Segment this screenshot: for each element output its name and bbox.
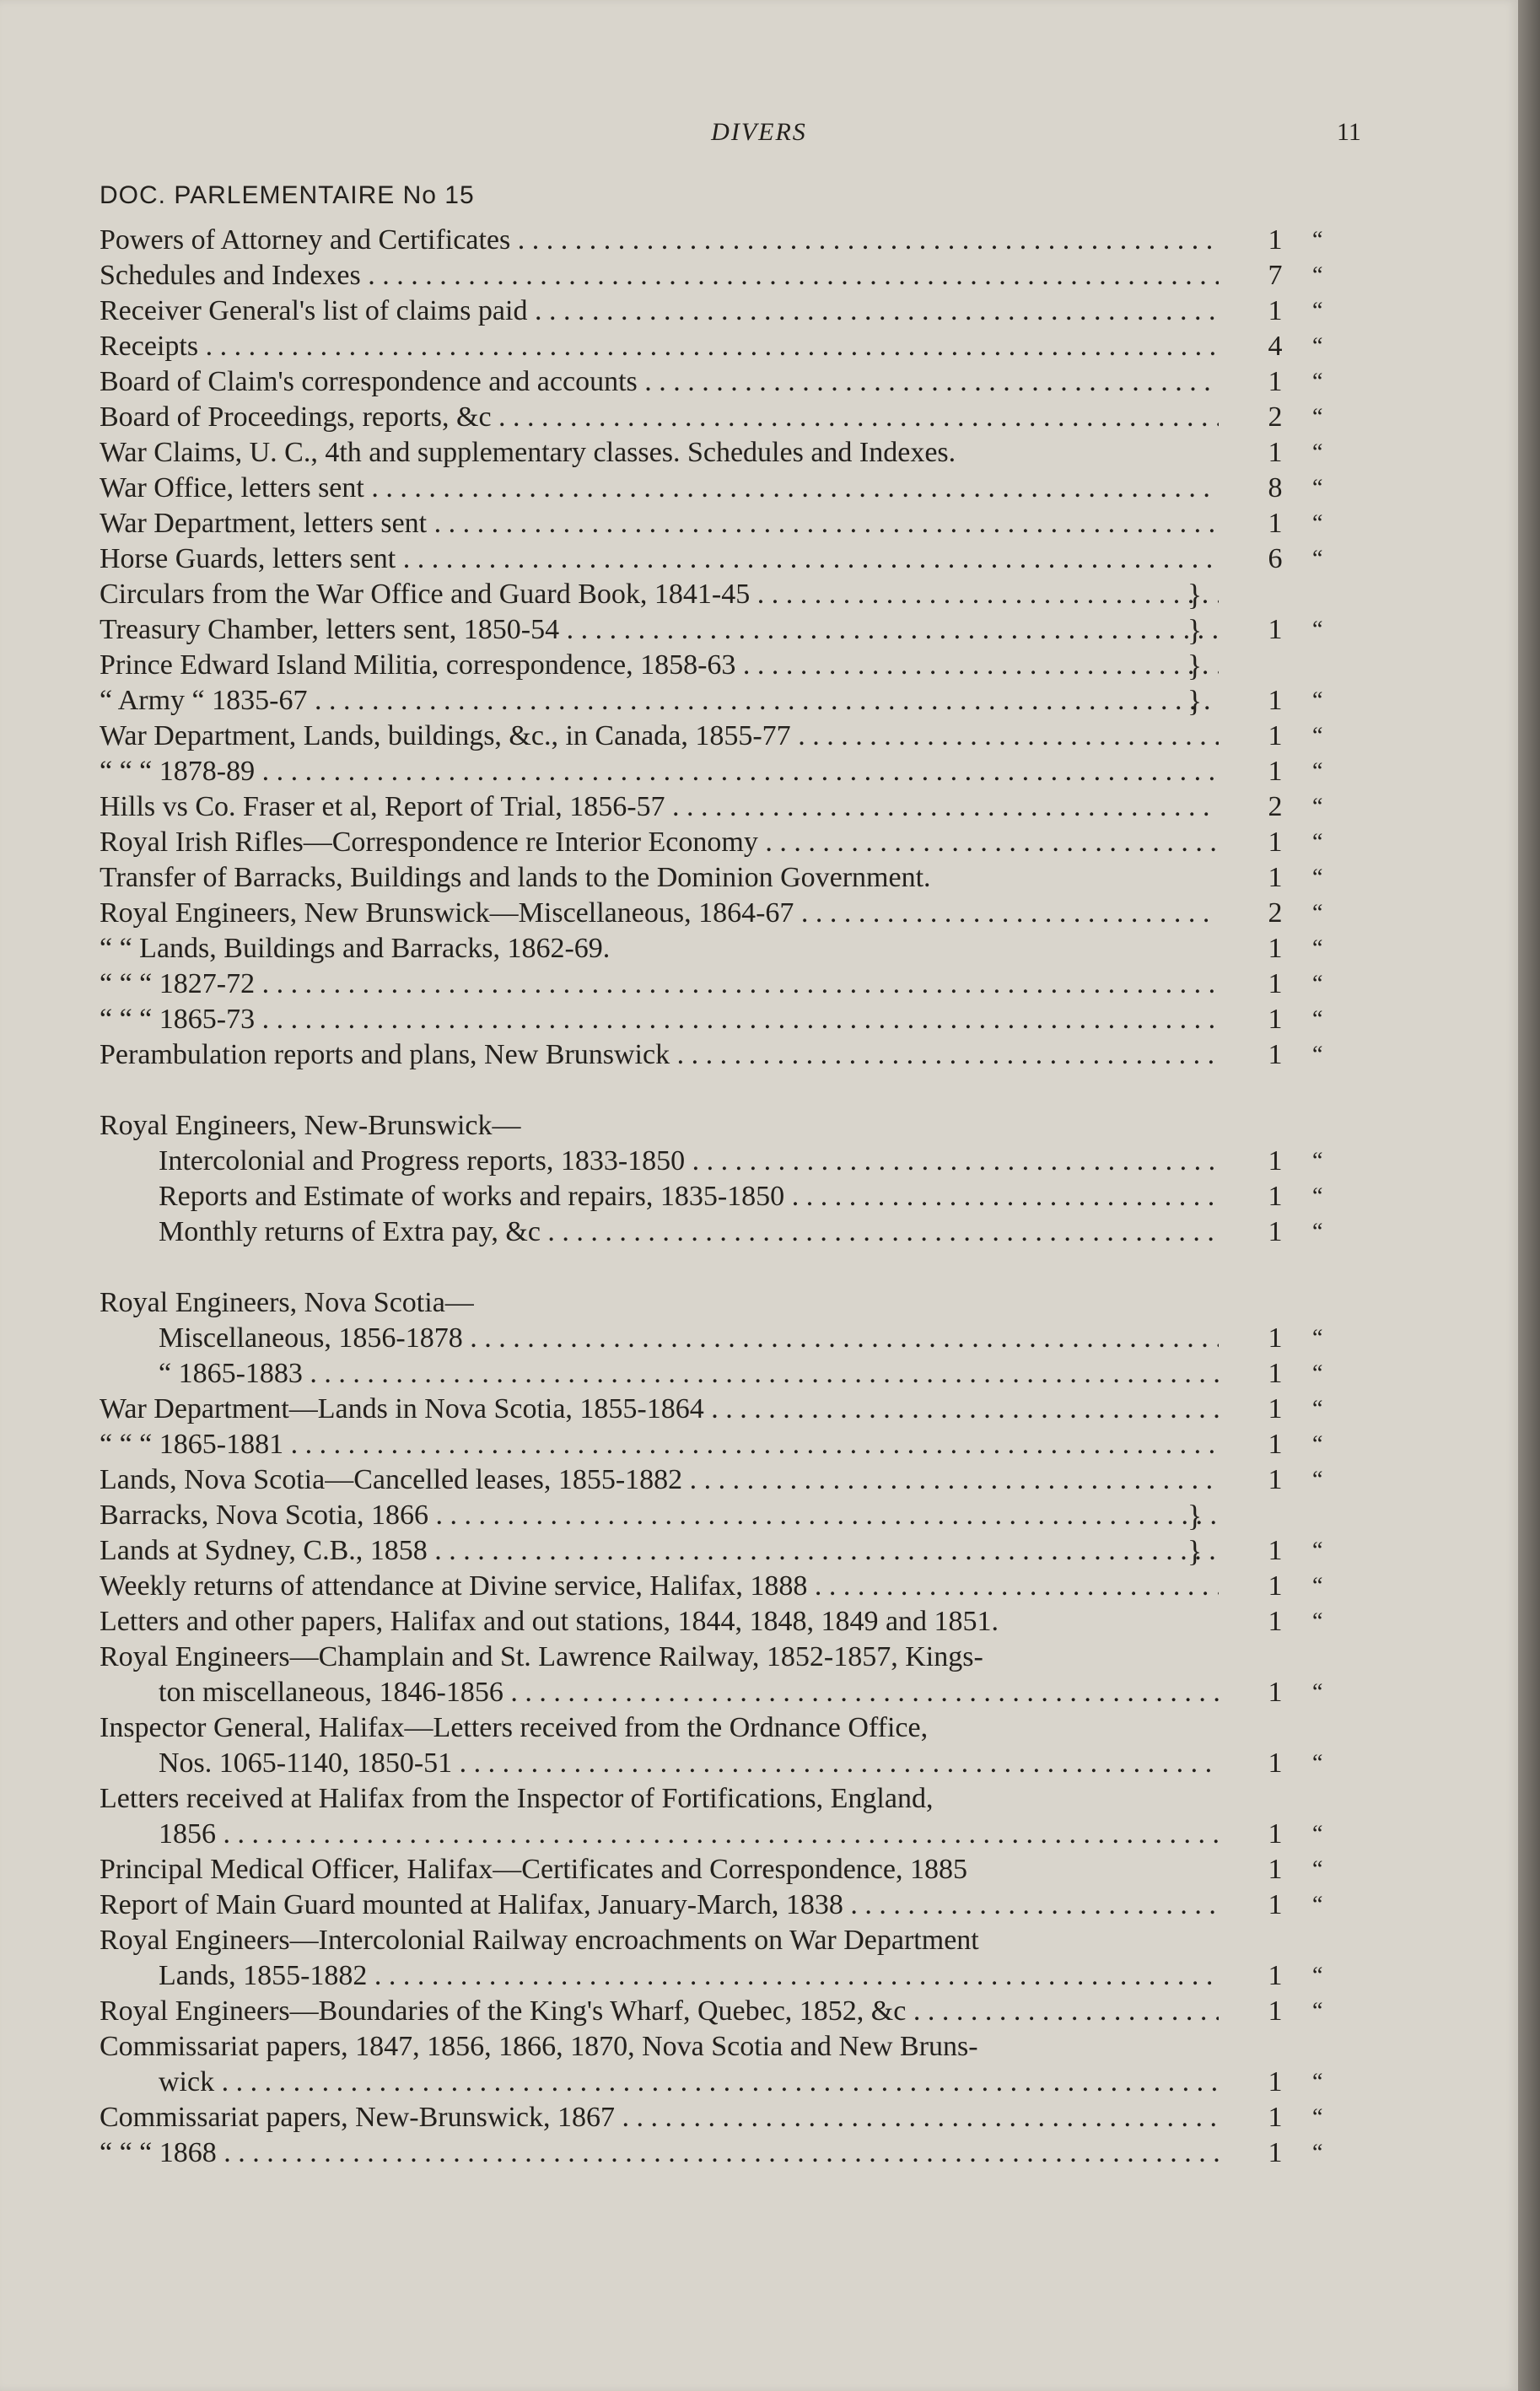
entry-count: 1 bbox=[1268, 1464, 1283, 1495]
entry-description: Prince Edward Island Militia, correspondence, 1858-63 . . . bbox=[100, 648, 1219, 683]
entry-count: 1 bbox=[1268, 2066, 1283, 2098]
ditto-mark: “ bbox=[1312, 1360, 1323, 1387]
entry-count: 2 bbox=[1268, 897, 1283, 929]
page-edge bbox=[1518, 0, 1540, 2391]
ditto-mark: “ bbox=[1312, 1219, 1323, 1245]
ditto-mark: “ bbox=[1312, 617, 1323, 643]
list-item bbox=[0, 1710, 1518, 1746]
list-item bbox=[0, 1817, 1518, 1852]
entry-count: 7 bbox=[1268, 260, 1283, 291]
ditto-mark: “ bbox=[1312, 1431, 1323, 1457]
ditto-mark: “ bbox=[1312, 1042, 1323, 1068]
entry-description: Monthly returns of Extra pay, &c . . . bbox=[159, 1214, 1219, 1250]
entry-description: War Office, letters sent . . . bbox=[100, 471, 1219, 506]
inventory-list bbox=[0, 223, 1518, 2171]
entry-count: 1 bbox=[1268, 1535, 1283, 1566]
ditto-mark: “ bbox=[1312, 2069, 1323, 2095]
list-item bbox=[0, 1533, 1518, 1569]
list-item bbox=[0, 1144, 1518, 1179]
entry-count: 1 bbox=[1268, 1889, 1283, 1920]
entry-description: Perambulation reports and plans, New Brunswick . . . bbox=[100, 1037, 1219, 1073]
entry-count: 1 bbox=[1268, 1960, 1283, 1991]
list-item bbox=[0, 400, 1518, 435]
list-item bbox=[0, 1037, 1518, 1073]
entry-count: 1 bbox=[1268, 1181, 1283, 1212]
list-item bbox=[0, 967, 1518, 1002]
page-number: 11 bbox=[1337, 118, 1361, 146]
list-item bbox=[0, 754, 1518, 789]
list-item bbox=[0, 2100, 1518, 2135]
ditto-mark: “ bbox=[1312, 1998, 1323, 2024]
brace-mark: } bbox=[1187, 649, 1203, 682]
entry-count: 1 bbox=[1268, 366, 1283, 397]
ditto-mark: “ bbox=[1312, 723, 1323, 749]
ditto-mark: “ bbox=[1312, 935, 1323, 961]
list-item bbox=[0, 789, 1518, 825]
entry-count: 1 bbox=[1268, 685, 1283, 716]
ditto-mark: “ bbox=[1312, 1963, 1323, 1989]
ditto-mark: “ bbox=[1312, 900, 1323, 926]
entry-description: “ 1865-1883 . . . bbox=[159, 1356, 1219, 1392]
entry-description: Inspector General, Halifax—Letters received from the Ordnance Office, bbox=[100, 1712, 929, 1743]
entry-description: Miscellaneous, 1856-1878 . . . bbox=[159, 1321, 1219, 1356]
ditto-mark: “ bbox=[1312, 758, 1323, 784]
list-item bbox=[0, 1214, 1518, 1250]
brace-mark: } bbox=[1187, 613, 1203, 647]
entry-description: Lands, 1855-1882 . . . bbox=[159, 1958, 1219, 1994]
entry-description: Transfer of Barracks, Buildings and lands to the Dominion Government. bbox=[100, 862, 931, 893]
entry-description: Royal Engineers—Champlain and St. Lawrence Railway, 1852-1857, Kings- bbox=[100, 1641, 983, 1672]
ditto-mark: “ bbox=[1312, 1537, 1323, 1564]
ditto-mark: “ bbox=[1312, 794, 1323, 820]
entry-description: War Department, letters sent . . . bbox=[100, 506, 1219, 541]
entry-count: 1 bbox=[1268, 756, 1283, 787]
entry-count: 8 bbox=[1268, 472, 1283, 504]
ditto-mark: “ bbox=[1312, 333, 1323, 359]
entry-description: Powers of Attorney and Certificates . . . bbox=[100, 223, 1219, 258]
entry-description: Intercolonial and Progress reports, 1833-1850 . . . bbox=[159, 1144, 1219, 1179]
entry-count: 2 bbox=[1268, 791, 1283, 822]
ditto-mark: “ bbox=[1312, 1325, 1323, 1351]
entry-description: Royal Engineers, New-Brunswick— bbox=[100, 1110, 521, 1141]
list-item bbox=[0, 1781, 1518, 1817]
ditto-mark: “ bbox=[1312, 1608, 1323, 1634]
entry-count: 6 bbox=[1268, 543, 1283, 574]
entry-description: Reports and Estimate of works and repairs, 1835-1850 . . . bbox=[159, 1179, 1219, 1214]
entry-description: Horse Guards, letters sent . . . bbox=[100, 541, 1219, 577]
list-item bbox=[0, 612, 1518, 648]
list-item bbox=[0, 541, 1518, 577]
ditto-mark: “ bbox=[1312, 1006, 1323, 1032]
list-item bbox=[0, 1604, 1518, 1640]
entry-count: 1 bbox=[1268, 1358, 1283, 1389]
ditto-mark: “ bbox=[1312, 1821, 1323, 1847]
list-item bbox=[0, 1746, 1518, 1781]
entry-description: Hills vs Co. Fraser et al, Report of Trial, 1856-57 . . . bbox=[100, 789, 1219, 825]
list-item bbox=[0, 1887, 1518, 1923]
entry-description: Royal Irish Rifles—Correspondence re Interior Economy . . . bbox=[100, 825, 1219, 860]
entry-description: Royal Engineers, Nova Scotia— bbox=[100, 1287, 474, 1318]
entry-description: Lands at Sydney, C.B., 1858 . . . bbox=[100, 1533, 1219, 1569]
list-item bbox=[0, 1498, 1518, 1533]
entry-count: 1 bbox=[1268, 968, 1283, 999]
entry-description: War Claims, U. C., 4th and supplementary classes. Schedules and Indexes. bbox=[100, 437, 956, 468]
ditto-mark: “ bbox=[1312, 546, 1323, 572]
entry-count: 1 bbox=[1268, 1995, 1283, 2027]
ditto-mark: “ bbox=[1312, 227, 1323, 253]
list-item bbox=[0, 896, 1518, 931]
list-item bbox=[0, 577, 1518, 612]
entry-count: 1 bbox=[1268, 295, 1283, 326]
entry-description: “ “ “ 1827-72 . . . bbox=[100, 967, 1219, 1002]
list-item bbox=[0, 1994, 1518, 2029]
entry-description: ton miscellaneous, 1846-1856 . . . bbox=[159, 1675, 1219, 1710]
brace-mark: } bbox=[1187, 1534, 1203, 1568]
list-item bbox=[0, 1923, 1518, 1958]
entry-count: 1 bbox=[1268, 1677, 1283, 1708]
ditto-mark: “ bbox=[1312, 1856, 1323, 1882]
entry-description: “ “ “ 1865-73 . . . bbox=[100, 1002, 1219, 1037]
entry-description: Receiver General's list of claims paid . . . bbox=[100, 293, 1219, 329]
entry-count: 1 bbox=[1268, 1216, 1283, 1247]
entry-count: 1 bbox=[1268, 1039, 1283, 1070]
ditto-mark: “ bbox=[1312, 369, 1323, 395]
ditto-mark: “ bbox=[1312, 687, 1323, 714]
list-item bbox=[0, 1179, 1518, 1214]
ditto-mark: “ bbox=[1312, 1679, 1323, 1705]
ditto-mark: “ bbox=[1312, 2104, 1323, 2130]
document-title: DOC. PARLEMENTAIRE No 15 bbox=[100, 181, 475, 209]
entry-count: 1 bbox=[1268, 1145, 1283, 1177]
list-item bbox=[0, 329, 1518, 364]
entry-count: 1 bbox=[1268, 827, 1283, 858]
entry-count: 1 bbox=[1268, 437, 1283, 468]
entry-count: 1 bbox=[1268, 862, 1283, 893]
entry-count: 1 bbox=[1268, 2137, 1283, 2168]
ditto-mark: “ bbox=[1312, 1467, 1323, 1493]
entry-description: Nos. 1065-1140, 1850-51 . . . bbox=[159, 1746, 1219, 1781]
entry-count: 1 bbox=[1268, 224, 1283, 256]
entry-count: 1 bbox=[1268, 1818, 1283, 1850]
list-item bbox=[0, 683, 1518, 719]
ditto-mark: “ bbox=[1312, 1892, 1323, 1918]
entry-count: 1 bbox=[1268, 1570, 1283, 1602]
list-item bbox=[0, 506, 1518, 541]
list-item bbox=[0, 1250, 1518, 1285]
entry-description: 1856 . . . bbox=[159, 1817, 1219, 1852]
ditto-mark: “ bbox=[1312, 2140, 1323, 2166]
list-item bbox=[0, 1285, 1518, 1321]
brace-mark: } bbox=[1187, 578, 1203, 611]
entry-description: “ “ Lands, Buildings and Barracks, 1862-69. bbox=[100, 933, 611, 964]
entry-count: 1 bbox=[1268, 1854, 1283, 1885]
list-item bbox=[0, 1073, 1518, 1108]
entry-description: “ “ “ 1868 . . . bbox=[100, 2135, 1219, 2171]
ditto-mark: “ bbox=[1312, 404, 1323, 430]
entry-description: “ “ “ 1865-1881 . . . bbox=[100, 1427, 1219, 1462]
running-head: DIVERS bbox=[711, 118, 807, 146]
ditto-mark: “ bbox=[1312, 971, 1323, 997]
list-item bbox=[0, 471, 1518, 506]
entry-description: Principal Medical Officer, Halifax—Certificates and Correspondence, 1885 bbox=[100, 1854, 967, 1885]
entry-description: Royal Engineers—Boundaries of the King's Wharf, Quebec, 1852, &c . . . bbox=[100, 1994, 1219, 2029]
ditto-mark: “ bbox=[1312, 262, 1323, 288]
list-item bbox=[0, 931, 1518, 967]
ditto-mark: “ bbox=[1312, 298, 1323, 324]
ditto-mark: “ bbox=[1312, 1750, 1323, 1776]
list-item bbox=[0, 1675, 1518, 1710]
entry-description: Commissariat papers, 1847, 1856, 1866, 1870, Nova Scotia and New Bruns- bbox=[100, 2031, 978, 2062]
entry-description: Commissariat papers, New-Brunswick, 1867 . . . bbox=[100, 2100, 1219, 2135]
entry-count: 1 bbox=[1268, 1322, 1283, 1354]
list-item bbox=[0, 1108, 1518, 1144]
list-item bbox=[0, 648, 1518, 683]
brace-mark: } bbox=[1187, 1499, 1203, 1532]
entry-description: Letters and other papers, Halifax and out stations, 1844, 1848, 1849 and 1851. bbox=[100, 1606, 999, 1637]
entry-count: 1 bbox=[1268, 1606, 1283, 1637]
entry-description: Royal Engineers, New Brunswick—Miscellaneous, 1864-67 . . . bbox=[100, 896, 1219, 931]
list-item bbox=[0, 1640, 1518, 1675]
list-item bbox=[0, 2029, 1518, 2065]
list-item bbox=[0, 1852, 1518, 1887]
list-item bbox=[0, 2135, 1518, 2171]
ditto-mark: “ bbox=[1312, 1573, 1323, 1599]
list-item bbox=[0, 293, 1518, 329]
entry-description: War Department—Lands in Nova Scotia, 1855-1864 . . . bbox=[100, 1392, 1219, 1427]
ditto-mark: “ bbox=[1312, 510, 1323, 536]
entry-count: 1 bbox=[1268, 720, 1283, 751]
entry-count: 4 bbox=[1268, 331, 1283, 362]
ditto-mark: “ bbox=[1312, 864, 1323, 891]
list-item bbox=[0, 1002, 1518, 1037]
list-item bbox=[0, 1392, 1518, 1427]
entry-description: War Department, Lands, buildings, &c., in Canada, 1855-77 . . . bbox=[100, 719, 1219, 754]
list-item bbox=[0, 364, 1518, 400]
entry-description: “ “ “ 1878-89 . . . bbox=[100, 754, 1219, 789]
entry-count: 1 bbox=[1268, 2102, 1283, 2133]
entry-description: Board of Proceedings, reports, &c . . . bbox=[100, 400, 1219, 435]
list-item bbox=[0, 2065, 1518, 2100]
ditto-mark: “ bbox=[1312, 1183, 1323, 1209]
list-item bbox=[0, 1427, 1518, 1462]
list-item bbox=[0, 1356, 1518, 1392]
ditto-mark: “ bbox=[1312, 439, 1323, 466]
list-item bbox=[0, 825, 1518, 860]
entry-description: Schedules and Indexes . . . bbox=[100, 258, 1219, 293]
list-item bbox=[0, 1462, 1518, 1498]
entry-count: 1 bbox=[1268, 1004, 1283, 1035]
ditto-mark: “ bbox=[1312, 1148, 1323, 1174]
entry-description: “ Army “ 1835-67 . . . bbox=[100, 683, 1219, 719]
entry-description: Lands, Nova Scotia—Cancelled leases, 1855-1882 . . . bbox=[100, 1462, 1219, 1498]
entry-description: Treasury Chamber, letters sent, 1850-54 . . . bbox=[100, 612, 1219, 648]
ditto-mark: “ bbox=[1312, 829, 1323, 855]
entry-description: Circulars from the War Office and Guard Book, 1841-45 . . . bbox=[100, 577, 1219, 612]
entry-count: 2 bbox=[1268, 401, 1283, 433]
entry-count: 1 bbox=[1268, 1429, 1283, 1460]
ditto-mark: “ bbox=[1312, 1396, 1323, 1422]
entry-description: Board of Claim's correspondence and accounts . . . bbox=[100, 364, 1219, 400]
entry-description: Barracks, Nova Scotia, 1866 . . . bbox=[100, 1498, 1219, 1533]
entry-count: 1 bbox=[1268, 1393, 1283, 1424]
list-item bbox=[0, 223, 1518, 258]
entry-description: Weekly returns of attendance at Divine service, Halifax, 1888 . . . bbox=[100, 1569, 1219, 1604]
list-item bbox=[0, 719, 1518, 754]
brace-mark: } bbox=[1187, 684, 1203, 718]
entry-description: Letters received at Halifax from the Inspector of Fortifications, England, bbox=[100, 1783, 934, 1814]
entry-description: Report of Main Guard mounted at Halifax, January-March, 1838 . . . bbox=[100, 1887, 1219, 1923]
entry-description: Receipts . . . bbox=[100, 329, 1219, 364]
entry-description: Royal Engineers—Intercolonial Railway encroachments on War Department bbox=[100, 1925, 979, 1956]
list-item bbox=[0, 860, 1518, 896]
entry-count: 1 bbox=[1268, 614, 1283, 645]
entry-count: 1 bbox=[1268, 933, 1283, 964]
list-item bbox=[0, 1958, 1518, 1994]
entry-count: 1 bbox=[1268, 508, 1283, 539]
list-item bbox=[0, 1569, 1518, 1604]
ditto-mark: “ bbox=[1312, 475, 1323, 501]
list-item bbox=[0, 435, 1518, 471]
entry-description: wick . . . bbox=[159, 2065, 1219, 2100]
list-item bbox=[0, 258, 1518, 293]
list-item bbox=[0, 1321, 1518, 1356]
entry-count: 1 bbox=[1268, 1747, 1283, 1779]
